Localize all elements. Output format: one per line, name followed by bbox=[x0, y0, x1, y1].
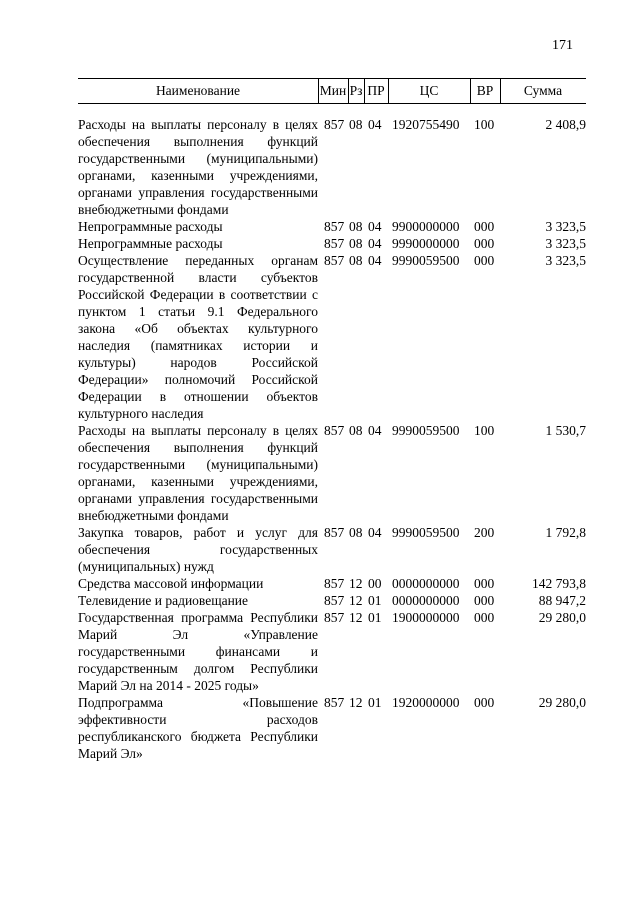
row-vr: 100 bbox=[474, 117, 495, 132]
table-row bbox=[78, 116, 586, 218]
row-pr: 01 bbox=[368, 610, 382, 625]
row-pr: 04 bbox=[368, 219, 382, 234]
row-rz: 08 bbox=[349, 219, 363, 234]
row-cs: 1920000000 bbox=[392, 695, 460, 710]
row-rz: 08 bbox=[349, 117, 363, 132]
header-pr: ПР bbox=[367, 83, 385, 98]
row-cs: 0000000000 bbox=[392, 593, 460, 608]
header-name: Наименование bbox=[155, 83, 241, 98]
row-cs: 0000000000 bbox=[392, 576, 460, 591]
row-rz: 08 bbox=[349, 525, 363, 540]
header-rz: Рз bbox=[349, 83, 363, 98]
row-sum: 1 792,8 bbox=[545, 525, 586, 540]
row-vr: 000 bbox=[474, 576, 495, 591]
table-row bbox=[78, 252, 586, 422]
header-cs: ЦС bbox=[419, 83, 439, 98]
row-pr: 04 bbox=[368, 525, 382, 540]
row-vr: 000 bbox=[474, 219, 495, 234]
row-vr: 000 bbox=[474, 695, 495, 710]
table-row bbox=[78, 592, 586, 609]
row-name: Средства массовой информации bbox=[78, 576, 264, 591]
row-cs: 9990059500 bbox=[392, 423, 460, 438]
row-rz: 08 bbox=[349, 236, 363, 251]
row-min: 857 bbox=[324, 525, 345, 540]
row-vr: 000 bbox=[474, 593, 495, 608]
row-min: 857 bbox=[324, 610, 345, 625]
header-sum: Сумма bbox=[523, 83, 563, 98]
row-min: 857 bbox=[324, 117, 345, 132]
table-row bbox=[78, 422, 586, 524]
row-name: Непрограммные расходы bbox=[78, 236, 223, 251]
row-rz: 12 bbox=[349, 593, 363, 608]
row-sum: 142 793,8 bbox=[532, 576, 586, 591]
row-pr: 00 bbox=[368, 576, 382, 591]
row-pr: 04 bbox=[368, 423, 382, 438]
row-rz: 08 bbox=[349, 423, 363, 438]
row-cs: 9990059500 bbox=[392, 253, 460, 268]
page-number: 171 bbox=[552, 38, 573, 53]
row-sum: 1 530,7 bbox=[545, 423, 586, 438]
row-pr: 04 bbox=[368, 236, 382, 251]
row-cs: 9900000000 bbox=[392, 219, 460, 234]
table-row bbox=[78, 218, 586, 235]
row-rz: 12 bbox=[349, 695, 363, 710]
header-min: Мин bbox=[319, 83, 347, 98]
row-name: Расходы на выплаты персоналу в целях обеспечения выполнения функций государственными (муниципальными) органами, казенными учреждениями, органами управления государственными внебюджетными фондами bbox=[78, 423, 318, 523]
row-cs: 9990059500 bbox=[392, 525, 460, 540]
row-rz: 08 bbox=[349, 253, 363, 268]
row-sum: 88 947,2 bbox=[538, 593, 586, 608]
row-sum: 29 280,0 bbox=[538, 610, 586, 625]
row-name: Расходы на выплаты персоналу в целях обеспечения выполнения функций государственными (муниципальными) органами, казенными учреждениями, органами управления государственными внебюджетными фондами bbox=[78, 117, 318, 217]
row-sum: 2 408,9 bbox=[545, 117, 586, 132]
row-name: Непрограммные расходы bbox=[78, 219, 223, 234]
row-pr: 01 bbox=[368, 593, 382, 608]
row-sum: 29 280,0 bbox=[538, 695, 586, 710]
row-vr: 000 bbox=[474, 253, 495, 268]
row-min: 857 bbox=[324, 253, 345, 268]
row-min: 857 bbox=[324, 219, 345, 234]
row-pr: 04 bbox=[368, 117, 382, 132]
table-row bbox=[78, 694, 586, 762]
row-cs: 9990000000 bbox=[392, 236, 460, 251]
row-name: Осуществление переданных органам государственной власти субъектов Российской Федерации в соответствии с пунктом 1 статьи 9.1 Федерального закона «Об объектах культурного наследия (памятниках истории и культуры) народов Российской Федерации» полномочий Российской Федерации в отношении объектов культурного наследия bbox=[78, 253, 318, 421]
row-min: 857 bbox=[324, 695, 345, 710]
row-vr: 100 bbox=[474, 423, 495, 438]
row-min: 857 bbox=[324, 593, 345, 608]
table-row bbox=[78, 524, 586, 575]
table-row bbox=[78, 235, 586, 252]
row-vr: 000 bbox=[474, 610, 495, 625]
row-name: Подпрограмма «Повышение эффективности расходов республиканского бюджета Республики Марий Эл» bbox=[78, 695, 318, 761]
table-row bbox=[78, 609, 586, 694]
row-pr: 04 bbox=[368, 253, 382, 268]
row-sum: 3 323,5 bbox=[545, 219, 586, 234]
row-cs: 1900000000 bbox=[392, 610, 460, 625]
table-body bbox=[78, 116, 586, 762]
row-rz: 12 bbox=[349, 576, 363, 591]
row-min: 857 bbox=[324, 236, 345, 251]
row-vr: 200 bbox=[474, 525, 495, 540]
row-min: 857 bbox=[324, 576, 345, 591]
header-top-rule bbox=[78, 78, 586, 79]
header-bottom-rule bbox=[78, 103, 586, 104]
row-vr: 000 bbox=[474, 236, 495, 251]
row-rz: 12 bbox=[349, 610, 363, 625]
row-sum: 3 323,5 bbox=[545, 236, 586, 251]
row-min: 857 bbox=[324, 423, 345, 438]
row-pr: 01 bbox=[368, 695, 382, 710]
row-cs: 1920755490 bbox=[392, 117, 460, 132]
header-vr: ВР bbox=[476, 83, 494, 98]
table-row bbox=[78, 575, 586, 592]
row-sum: 3 323,5 bbox=[545, 253, 586, 268]
row-name: Телевидение и радиовещание bbox=[78, 593, 249, 608]
row-name: Государственная программа Республики Марий Эл «Управление государственными финансами и государственным долгом Республики Марий Эл на 2014 - 2025 годы» bbox=[78, 610, 318, 693]
row-name: Закупка товаров, работ и услуг для обеспечения государственных (муниципальных) нужд bbox=[78, 525, 318, 574]
